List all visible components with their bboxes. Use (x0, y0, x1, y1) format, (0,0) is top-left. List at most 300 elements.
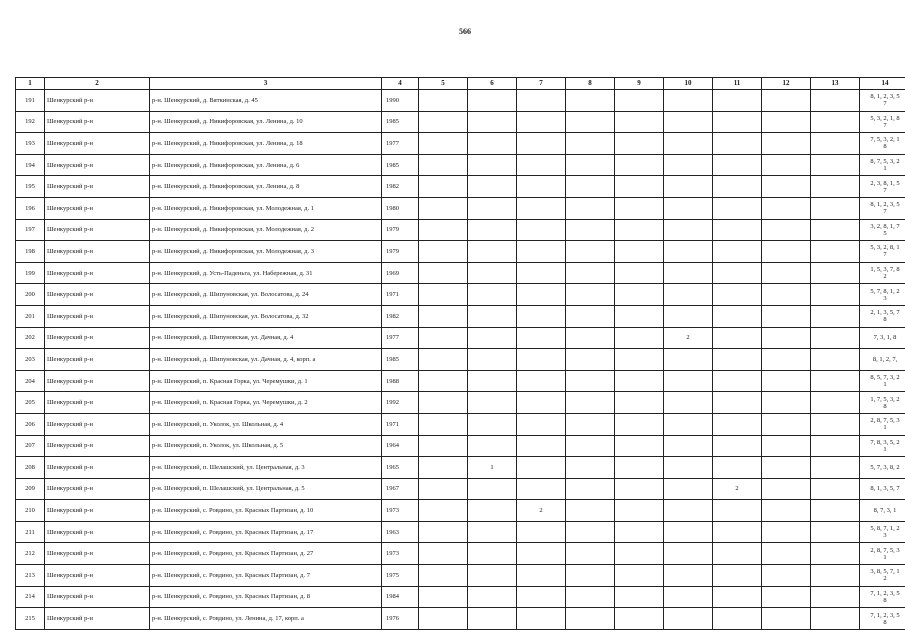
year-cell: 1969 (382, 262, 419, 284)
col14-line-2: 1 (883, 381, 887, 389)
year-cell: 1967 (382, 478, 419, 500)
column-header: 1 (16, 78, 45, 90)
table-row (16, 413, 905, 435)
district-cell: Шенкурский р-н (45, 262, 150, 284)
row-number-cell: 207 (16, 435, 45, 457)
col14-cell (860, 435, 905, 457)
col14-cell (860, 197, 905, 219)
table-row (16, 457, 905, 479)
col11-cell (713, 370, 762, 392)
col8-cell (566, 90, 615, 112)
district-cell: Шенкурский р-н (45, 305, 150, 327)
col14-line-1: 7, 1, 2, 3, 5 (870, 589, 900, 597)
address-cell: р-н. Шенкурский, д. Усть-Паденьга, ул. Набережная, д. 31 (150, 262, 382, 284)
col5-cell (419, 435, 468, 457)
table-row (16, 219, 905, 241)
col9-cell (615, 457, 664, 479)
col8-cell (566, 349, 615, 371)
col13-cell (811, 111, 860, 133)
col14-cell (860, 478, 905, 500)
col14-line-1: 7, 1, 2, 3, 5 (870, 611, 900, 619)
table-row (16, 111, 905, 133)
col8-cell (566, 608, 615, 630)
col14-cell (860, 284, 905, 306)
col11-cell (713, 521, 762, 543)
address-cell: р-н. Шенкурский, п. Шелашский, ул. Центральная, д. 5 (150, 478, 382, 500)
row-number-cell: 212 (16, 543, 45, 565)
col8-cell (566, 284, 615, 306)
col10-cell (664, 154, 713, 176)
col11-cell (713, 349, 762, 371)
table-row (16, 197, 905, 219)
column-header: 14 (860, 78, 905, 90)
col14-line-2: 8 (883, 618, 887, 626)
table-row (16, 521, 905, 543)
col6-cell (468, 327, 517, 349)
col7-cell (517, 478, 566, 500)
address-cell: р-н. Шенкурский, д. Никифоровская, ул. Ленина, д. 6 (150, 154, 382, 176)
row-number-cell: 208 (16, 457, 45, 479)
year-cell: 1977 (382, 133, 419, 155)
col9-cell (615, 284, 664, 306)
col7-cell (517, 413, 566, 435)
address-cell: р-н. Шенкурский, п. Уколок, ул. Школьная, д. 5 (150, 435, 382, 457)
col6-cell (468, 608, 517, 630)
col8-cell (566, 176, 615, 198)
col8-cell (566, 392, 615, 414)
col11-cell (713, 327, 762, 349)
col13-cell (811, 349, 860, 371)
col7-cell (517, 543, 566, 565)
col6-cell (468, 305, 517, 327)
col6-cell (468, 219, 517, 241)
district-cell: Шенкурский р-н (45, 327, 150, 349)
col14-cell (860, 370, 905, 392)
col6-cell (468, 284, 517, 306)
row-number-cell: 191 (16, 90, 45, 112)
col9-cell (615, 219, 664, 241)
col14-line-1: 8, 1, 2, 3, 5 (870, 201, 900, 209)
col9-cell (615, 133, 664, 155)
year-cell: 1964 (382, 435, 419, 457)
col13-cell (811, 435, 860, 457)
col11-cell (713, 197, 762, 219)
col12-cell (762, 219, 811, 241)
col11-cell (713, 543, 762, 565)
col13-cell (811, 392, 860, 414)
col9-cell (615, 262, 664, 284)
col5-cell (419, 327, 468, 349)
row-number-cell: 210 (16, 500, 45, 522)
col9-cell (615, 413, 664, 435)
district-cell: Шенкурский р-н (45, 154, 150, 176)
col7-cell (517, 608, 566, 630)
col11-cell (713, 608, 762, 630)
col14-cell (860, 154, 905, 176)
col10-cell (664, 435, 713, 457)
col8-cell (566, 370, 615, 392)
table-row (16, 608, 905, 630)
col6-cell (468, 176, 517, 198)
col8-cell (566, 219, 615, 241)
column-header: 10 (664, 78, 713, 90)
col14-cell (860, 241, 905, 263)
col7-cell (517, 392, 566, 414)
col12-cell (762, 90, 811, 112)
district-cell: Шенкурский р-н (45, 241, 150, 263)
col7-cell: 2 (517, 500, 566, 522)
col5-cell (419, 241, 468, 263)
table-row (16, 305, 905, 327)
district-cell: Шенкурский р-н (45, 90, 150, 112)
year-cell: 1971 (382, 413, 419, 435)
col7-cell (517, 521, 566, 543)
address-cell: р-н. Шенкурский, д. Шипуновская, ул. Волосатова, д. 32 (150, 305, 382, 327)
col14-line-1: 2, 8, 7, 5, 3 (870, 546, 900, 554)
col14-cell (860, 586, 905, 608)
district-cell: Шенкурский р-н (45, 586, 150, 608)
col11-cell (713, 435, 762, 457)
col9-cell (615, 543, 664, 565)
col9-cell (615, 111, 664, 133)
col8-cell (566, 478, 615, 500)
col14-line-2: 8 (883, 402, 887, 410)
year-cell: 1973 (382, 500, 419, 522)
col10-cell (664, 262, 713, 284)
table-row (16, 349, 905, 371)
col14-cell (860, 500, 905, 522)
col6-cell (468, 392, 517, 414)
row-number-cell: 195 (16, 176, 45, 198)
col5-cell (419, 349, 468, 371)
col8-cell (566, 543, 615, 565)
row-number-cell: 213 (16, 565, 45, 587)
address-cell: р-н. Шенкурский, п. Шелашский, ул. Центральная, д. 3 (150, 457, 382, 479)
col14-line-2: 2 (883, 575, 887, 583)
page-number: 566 (459, 27, 471, 36)
col14-cell (860, 305, 905, 327)
col9-cell (615, 305, 664, 327)
col5-cell (419, 111, 468, 133)
col8-cell (566, 435, 615, 457)
district-cell: Шенкурский р-н (45, 349, 150, 371)
col6-cell (468, 133, 517, 155)
row-number-cell: 199 (16, 262, 45, 284)
col12-cell (762, 370, 811, 392)
district-cell: Шенкурский р-н (45, 565, 150, 587)
col10-cell (664, 219, 713, 241)
row-number-cell: 200 (16, 284, 45, 306)
col10-cell (664, 521, 713, 543)
address-cell: р-н. Шенкурский, с. Ровдино, ул. Красных Партизан, д. 17 (150, 521, 382, 543)
year-cell: 1975 (382, 565, 419, 587)
district-cell: Шенкурский р-н (45, 392, 150, 414)
address-cell: р-н. Шенкурский, д. Никифоровская, ул. Ленина, д. 18 (150, 133, 382, 155)
col10-cell (664, 241, 713, 263)
col6-cell (468, 241, 517, 263)
col11-cell (713, 219, 762, 241)
col10-cell (664, 500, 713, 522)
col12-cell (762, 262, 811, 284)
col14-line-2: 7 (883, 121, 887, 129)
col10-cell (664, 133, 713, 155)
year-cell: 1985 (382, 154, 419, 176)
district-cell: Шенкурский р-н (45, 435, 150, 457)
col9-cell (615, 176, 664, 198)
col14-line-2: 7 (883, 208, 887, 216)
address-cell: р-н. Шенкурский, с. Ровдино, ул. Красных Партизан, д. 10 (150, 500, 382, 522)
col14-cell (860, 327, 905, 349)
row-number-cell: 204 (16, 370, 45, 392)
col12-cell (762, 565, 811, 587)
col14-line-1: 1, 5, 3, 7, 8 (870, 266, 900, 274)
col8-cell (566, 565, 615, 587)
col7-cell (517, 133, 566, 155)
col12-cell (762, 305, 811, 327)
address-cell: р-н. Шенкурский, с. Ровдино, ул. Красных Партизан, д. 7 (150, 565, 382, 587)
col5-cell (419, 521, 468, 543)
table-row (16, 176, 905, 198)
col13-cell (811, 608, 860, 630)
col14-line-1: 3, 8, 5, 7, 1 (870, 568, 900, 576)
col7-cell (517, 176, 566, 198)
col13-cell (811, 284, 860, 306)
col12-cell (762, 176, 811, 198)
col14-cell (860, 176, 905, 198)
col14-line-2: 1 (883, 424, 887, 432)
table-row (16, 543, 905, 565)
district-cell: Шенкурский р-н (45, 413, 150, 435)
col10-cell (664, 392, 713, 414)
col6-cell (468, 262, 517, 284)
col14-cell (860, 457, 905, 479)
column-header: 12 (762, 78, 811, 90)
col14-line-1: 2, 1, 3, 5, 7 (870, 309, 900, 317)
district-cell: Шенкурский р-н (45, 521, 150, 543)
col14-line-2: 8 (883, 596, 887, 604)
col7-cell (517, 565, 566, 587)
col14-line-1: 7, 5, 3, 2, 1 (870, 136, 900, 144)
table-row (16, 392, 905, 414)
col7-cell (517, 327, 566, 349)
col5-cell (419, 608, 468, 630)
col14-line-1: 5, 7, 8, 1, 2 (870, 287, 900, 295)
col5-cell (419, 413, 468, 435)
address-cell: р-н. Шенкурский, п. Уколок, ул. Школьная, д. 4 (150, 413, 382, 435)
col10-cell (664, 90, 713, 112)
row-number-cell: 192 (16, 111, 45, 133)
col12-cell (762, 392, 811, 414)
col5-cell (419, 305, 468, 327)
col10-cell (664, 608, 713, 630)
col6-cell (468, 413, 517, 435)
table-row (16, 133, 905, 155)
col6-cell (468, 543, 517, 565)
col10-cell (664, 565, 713, 587)
col9-cell (615, 500, 664, 522)
table-row (16, 370, 905, 392)
col13-cell (811, 500, 860, 522)
col11-cell (713, 586, 762, 608)
district-cell: Шенкурский р-н (45, 111, 150, 133)
col11-cell (713, 90, 762, 112)
col9-cell (615, 608, 664, 630)
col7-cell (517, 349, 566, 371)
col9-cell (615, 327, 664, 349)
col13-cell (811, 327, 860, 349)
column-header: 6 (468, 78, 517, 90)
row-number-cell: 203 (16, 349, 45, 371)
year-cell: 1985 (382, 349, 419, 371)
col11-cell (713, 413, 762, 435)
col12-cell (762, 349, 811, 371)
district-cell: Шенкурский р-н (45, 197, 150, 219)
year-cell: 1977 (382, 327, 419, 349)
col13-cell (811, 478, 860, 500)
col8-cell (566, 586, 615, 608)
data-table (15, 77, 905, 630)
col14-line-1: 8, 1, 3, 5, 7 (870, 485, 900, 493)
district-cell: Шенкурский р-н (45, 133, 150, 155)
col13-cell (811, 176, 860, 198)
col8-cell (566, 133, 615, 155)
col14-cell (860, 219, 905, 241)
col9-cell (615, 565, 664, 587)
column-header: 9 (615, 78, 664, 90)
row-number-cell: 211 (16, 521, 45, 543)
table-row (16, 90, 905, 112)
col5-cell (419, 543, 468, 565)
col11-cell (713, 111, 762, 133)
col9-cell (615, 197, 664, 219)
district-cell: Шенкурский р-н (45, 219, 150, 241)
table-row (16, 478, 905, 500)
col14-line-1: 5, 8, 7, 1, 2 (870, 525, 900, 533)
col13-cell (811, 305, 860, 327)
col13-cell (811, 521, 860, 543)
col14-line-1: 8, 5, 7, 3, 2 (870, 374, 900, 382)
district-cell: Шенкурский р-н (45, 500, 150, 522)
year-cell: 1988 (382, 370, 419, 392)
col14-line-1: 5, 3, 2, 8, 1 (870, 244, 900, 252)
col12-cell (762, 478, 811, 500)
col14-line-2: 5 (883, 229, 887, 237)
col14-line-1: 8, 1, 2, 7, (872, 355, 898, 363)
col11-cell (713, 500, 762, 522)
col14-line-1: 2, 8, 7, 5, 3 (870, 417, 900, 425)
col10-cell (664, 349, 713, 371)
col14-line-2: 7 (883, 100, 887, 108)
column-header: 5 (419, 78, 468, 90)
column-header: 4 (382, 78, 419, 90)
col13-cell (811, 413, 860, 435)
column-header: 8 (566, 78, 615, 90)
row-number-cell: 214 (16, 586, 45, 608)
col12-cell (762, 608, 811, 630)
col9-cell (615, 349, 664, 371)
col5-cell (419, 176, 468, 198)
col9-cell (615, 90, 664, 112)
col14-line-1: 2, 3, 8, 1, 5 (870, 179, 900, 187)
col14-cell (860, 392, 905, 414)
col5-cell (419, 565, 468, 587)
year-cell: 1990 (382, 90, 419, 112)
col9-cell (615, 586, 664, 608)
col13-cell (811, 154, 860, 176)
address-cell: р-н. Шенкурский, д. Никифоровская, ул. Ленина, д. 8 (150, 176, 382, 198)
col5-cell (419, 370, 468, 392)
table-row (16, 327, 905, 349)
col7-cell (517, 370, 566, 392)
col13-cell (811, 197, 860, 219)
row-number-cell: 196 (16, 197, 45, 219)
col14-cell (860, 133, 905, 155)
col13-cell (811, 241, 860, 263)
row-number-cell: 209 (16, 478, 45, 500)
col10-cell (664, 176, 713, 198)
col10-cell: 2 (664, 327, 713, 349)
col5-cell (419, 586, 468, 608)
year-cell: 1963 (382, 521, 419, 543)
col8-cell (566, 500, 615, 522)
col6-cell (468, 349, 517, 371)
row-number-cell: 206 (16, 413, 45, 435)
year-cell: 1980 (382, 197, 419, 219)
col9-cell (615, 521, 664, 543)
row-number-cell: 193 (16, 133, 45, 155)
address-cell: р-н. Шенкурский, д. Шипуновская, ул. Дачная, д. 4 (150, 327, 382, 349)
col10-cell (664, 111, 713, 133)
col11-cell (713, 154, 762, 176)
address-cell: р-н. Шенкурский, с. Ровдино, ул. Красных Партизан, д. 27 (150, 543, 382, 565)
col11-cell (713, 565, 762, 587)
address-cell: р-н. Шенкурский, п. Красная Горка, ул. Черемушки, д. 2 (150, 392, 382, 414)
col7-cell (517, 284, 566, 306)
address-cell: р-н. Шенкурский, д. Никифоровская, ул. Ленина, д. 10 (150, 111, 382, 133)
col14-line-2: 7 (883, 251, 887, 259)
col9-cell (615, 392, 664, 414)
table-row (16, 284, 905, 306)
col10-cell (664, 370, 713, 392)
col11-cell (713, 457, 762, 479)
col9-cell (615, 241, 664, 263)
col14-line-2: 2 (883, 273, 887, 281)
col7-cell (517, 435, 566, 457)
address-cell: р-н. Шенкурский, д. Вяткинская, д. 45 (150, 90, 382, 112)
col6-cell (468, 521, 517, 543)
table-row (16, 154, 905, 176)
year-cell: 1979 (382, 241, 419, 263)
col6-cell: 1 (468, 457, 517, 479)
col10-cell (664, 457, 713, 479)
col10-cell (664, 305, 713, 327)
col8-cell (566, 457, 615, 479)
col8-cell (566, 521, 615, 543)
column-header: 13 (811, 78, 860, 90)
column-header: 11 (713, 78, 762, 90)
col14-line-1: 7, 3, 1, 8 (873, 334, 897, 342)
col7-cell (517, 111, 566, 133)
year-cell: 1979 (382, 219, 419, 241)
col12-cell (762, 413, 811, 435)
col12-cell (762, 500, 811, 522)
address-cell: р-н. Шенкурский, с. Ровдино, ул. Ленина, д. 17, корп. а (150, 608, 382, 630)
col5-cell (419, 284, 468, 306)
col7-cell (517, 457, 566, 479)
col7-cell (517, 586, 566, 608)
col13-cell (811, 370, 860, 392)
col8-cell (566, 327, 615, 349)
